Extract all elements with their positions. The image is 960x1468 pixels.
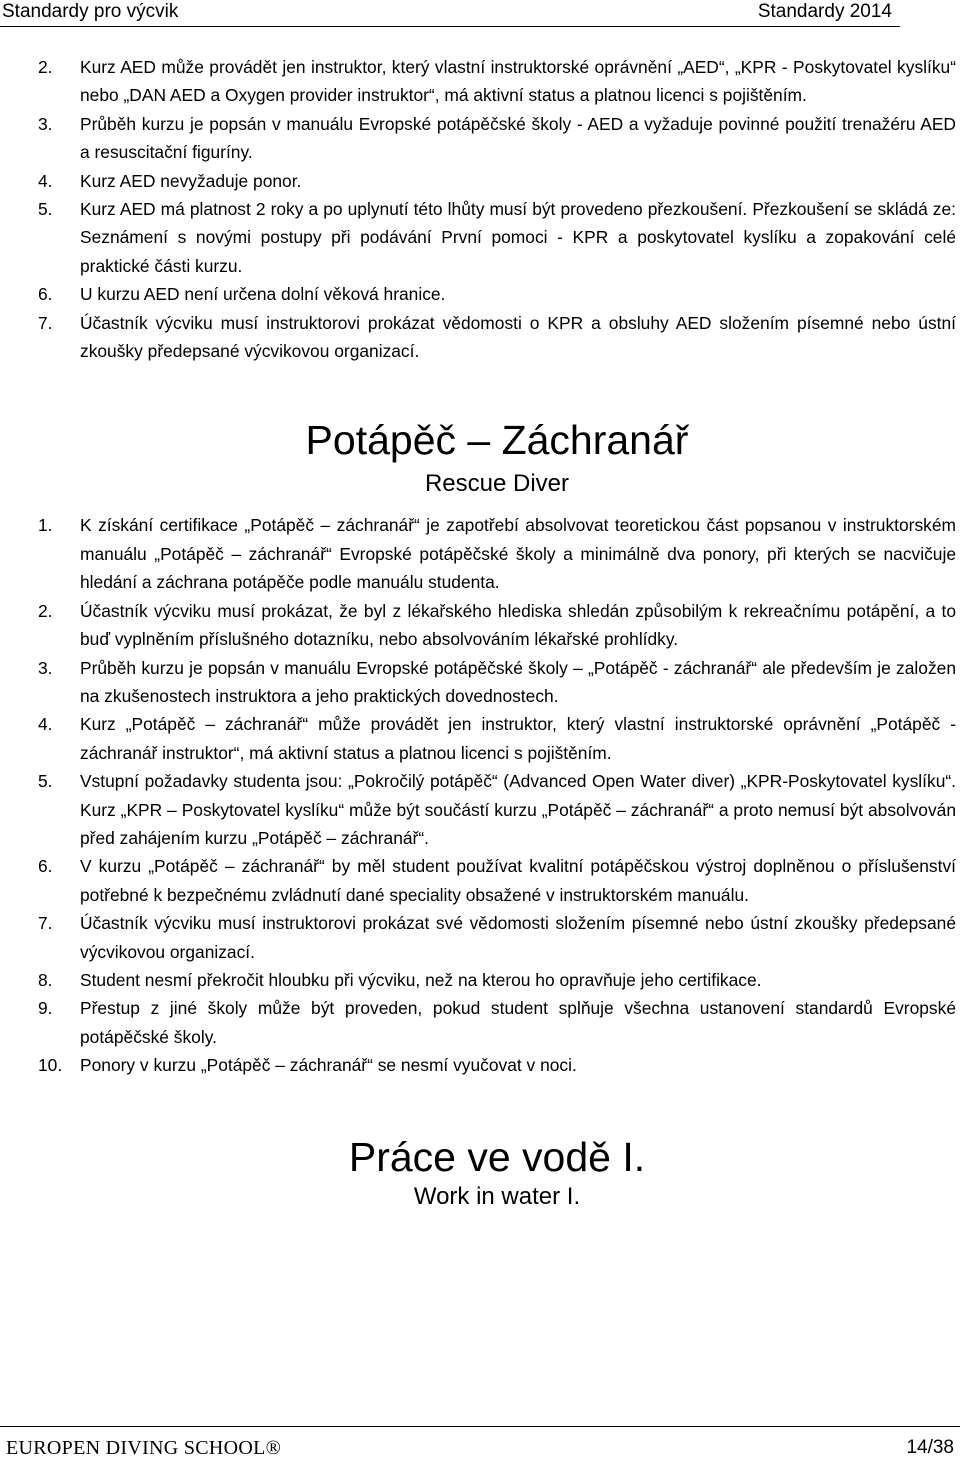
header-left-text: Standardy pro výcvik bbox=[2, 1, 179, 22]
item-text: Kurz „Potápěč – záchranář“ může provádět jen instruktor, který vlastní instruktorské oprávnění „Potápěč - záchranář instruktor“, má aktivní status a platnou licenci s pojištěním. bbox=[80, 714, 956, 763]
rescue-diver-list bbox=[38, 511, 956, 1079]
header-right-text: Standardy 2014 bbox=[757, 1, 892, 22]
list-item bbox=[38, 511, 956, 596]
item-number: 3. bbox=[38, 657, 53, 678]
list-item bbox=[38, 53, 956, 110]
list-item bbox=[38, 309, 956, 366]
list-item bbox=[38, 110, 956, 167]
item-number: 7. bbox=[38, 913, 53, 934]
list-item bbox=[38, 654, 956, 711]
page-content bbox=[38, 53, 956, 1212]
item-number: 8. bbox=[38, 969, 53, 990]
item-number: 2. bbox=[38, 600, 53, 621]
item-text: Průběh kurzu je popsán v manuálu Evropské potápěčské školy – „Potápěč - záchranář“ ale především je založen na zkušenostech instruktora a jeho praktických dovednostech. bbox=[80, 657, 956, 706]
page-header bbox=[0, 0, 960, 26]
item-text: Kurz AED nevyžaduje ponor. bbox=[80, 170, 302, 191]
item-text: Vstupní požadavky studenta jsou: „Pokročilý potápěč“ (Advanced Open Water diver) „KPR-Poskytovatel kyslíku“. Kurz „KPR – Poskytovatel kyslíku“ může být součástí kurzu „Potápěč – záchranář“ a proto nemusí být absolvován před zahájením kurzu „Potápěč – záchranář“. bbox=[80, 771, 956, 848]
item-number: 5. bbox=[38, 771, 53, 792]
item-number: 9. bbox=[38, 998, 53, 1019]
item-text: Student nesmí překročit hloubku při výcviku, než na kterou ho opravňuje jeho certifikace. bbox=[80, 969, 762, 990]
item-number: 10. bbox=[38, 1055, 63, 1076]
item-number: 4. bbox=[38, 170, 53, 191]
item-text: Účastník výcviku musí prokázat, že byl z lékařského hlediska shledán způsobilým k rekreačnímu potápění, a to buď vyplněním příslušného dotazníku, nebo absolvováním lékařské prohlídky. bbox=[80, 600, 956, 650]
list-item bbox=[38, 852, 956, 909]
item-text: U kurzu AED není určena dolní věková hranice. bbox=[80, 284, 446, 305]
item-text: Kurz AED má platnost 2 roky a po uplynutí této lhůty musí být provedeno přezkoušení. Přezkoušení se skládá ze: Seznámení s novými postupy při podávání První pomoci - KPR a poskytovatel kyslíku a zopakování celé praktické části kurzu. bbox=[80, 199, 956, 276]
section-subtitle: Rescue Diver bbox=[424, 470, 570, 498]
rescue-diver-heading bbox=[38, 415, 956, 499]
work-in-water-heading bbox=[38, 1132, 956, 1212]
footer-school-name: EUROPEN DIVING SCHOOL® bbox=[6, 1437, 282, 1459]
item-text: Účastník výcviku musí instruktorovi prokázat své vědomosti složením písemné nebo ústní zkoušky předepsané výcvikovou organizací. bbox=[80, 913, 956, 962]
page-number: 14/38 bbox=[906, 1437, 954, 1458]
section-subtitle: Work in water I. bbox=[413, 1182, 581, 1210]
header-divider bbox=[0, 26, 900, 27]
list-item bbox=[38, 167, 956, 195]
aed-list bbox=[38, 53, 956, 365]
item-number: 4. bbox=[38, 714, 53, 735]
item-text: K získání certifikace „Potápěč – záchranář“ je zapotřebí absolvovat teoretickou část popsanou v instruktorském manuálu „Potápěč – záchranář“ Evropské potápěčské školy a minimálně dva ponory, při kterých se nacvičuje hledání a záchrana potápěče podle manuálu studenta. bbox=[80, 515, 956, 593]
item-text: Přestup z jiné školy může být proveden, pokud student splňuje všechna ustanovení standardů Evropské potápěčské školy. bbox=[80, 998, 956, 1047]
item-number: 6. bbox=[38, 856, 53, 877]
item-text: V kurzu „Potápěč – záchranář“ by měl student používat kvalitní potápěčskou výstroj doplněnou o příslušenství potřebné k bezpečnému zvládnutí dané speciality obsažené v instruktorském manuálu. bbox=[80, 856, 956, 905]
item-text: Účastník výcviku musí instruktorovi prokázat vědomosti o KPR a obsluhy AED složením písemné nebo ústní zkoušky předepsané výcvikovou organizací. bbox=[80, 312, 956, 362]
list-item bbox=[38, 1051, 956, 1079]
footer-divider bbox=[0, 1426, 960, 1427]
item-number: 6. bbox=[38, 284, 53, 305]
item-text: Ponory v kurzu „Potápěč – záchranář“ se nesmí vyučovat v noci. bbox=[80, 1055, 577, 1076]
list-item bbox=[38, 909, 956, 966]
list-item bbox=[38, 966, 956, 994]
list-item bbox=[38, 710, 956, 767]
item-number: 1. bbox=[38, 515, 53, 536]
list-item bbox=[38, 767, 956, 852]
item-number: 2. bbox=[38, 57, 53, 77]
page-footer bbox=[0, 1424, 960, 1468]
list-item bbox=[38, 195, 956, 280]
item-number: 7. bbox=[38, 312, 53, 333]
item-text: Kurz AED může provádět jen instruktor, který vlastní instruktorské oprávnění „AED“, „KPR - Poskytovatel kyslíku“ nebo „DAN AED a Oxygen provider instruktor“, má aktivní status a platnou licenci s pojištěním. bbox=[80, 57, 956, 106]
list-item bbox=[38, 280, 956, 308]
list-item bbox=[38, 597, 956, 654]
item-number: 3. bbox=[38, 113, 53, 134]
section-title: Práce ve vodě I. bbox=[348, 1133, 646, 1180]
item-number: 5. bbox=[38, 199, 53, 220]
item-text: Průběh kurzu je popsán v manuálu Evropské potápěčské školy - AED a vyžaduje povinné použití trenažéru AED a resuscitační figuríny. bbox=[80, 113, 956, 163]
list-item bbox=[38, 994, 956, 1051]
section-title: Potápěč – Záchranář bbox=[305, 417, 689, 464]
